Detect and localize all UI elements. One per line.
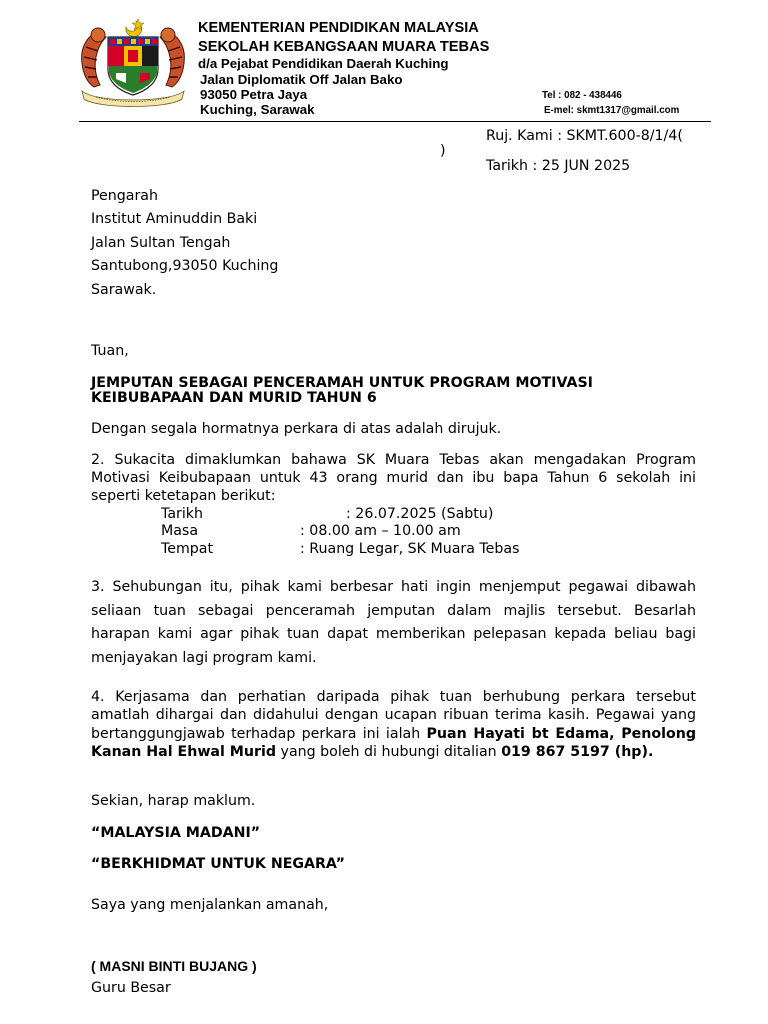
paragraph-2: 2. Sukacita dimaklumkan bahawa SK Muara Tebas akan mengadakan Program Motivasi Keibubapaan untuk 43 orang murid dan ibu bapa Tahun 6 sekolah ini seperti ketetapan berikut: bbox=[91, 452, 696, 505]
closing-trust: Saya yang menjalankan amanah, bbox=[91, 897, 329, 913]
signatory-name: ( MASNI BINTI BUJANG ) bbox=[91, 958, 257, 974]
recipient-line: Jalan Sultan Tengah bbox=[91, 235, 231, 251]
subject-line: KEIBUBAPAAN DAN MURID TAHUN 6 bbox=[91, 390, 377, 406]
malaysia-coat-of-arms-icon bbox=[76, 17, 190, 109]
detail-time-label: Masa bbox=[161, 523, 199, 539]
street-address: Jalan Diplomatik Off Jalan Bako bbox=[200, 72, 403, 87]
paragraph-4-text: yang boleh di hubungi ditalian bbox=[276, 743, 502, 760]
detail-time-value: : 08.00 am – 10.00 am bbox=[300, 523, 461, 539]
detail-date-value: : 26.07.2025 (Sabtu) bbox=[346, 506, 494, 522]
officer-phone: 019 867 5197 (hp). bbox=[501, 743, 654, 760]
recipient-line: Institut Aminuddin Baki bbox=[91, 211, 258, 227]
email-address: E-mel: skmt1317@gmail.com bbox=[544, 105, 680, 116]
reference-number: Ruj. Kami : SKMT.600-8/1/4( bbox=[486, 128, 683, 144]
salutation: Tuan, bbox=[91, 343, 129, 359]
detail-place-label: Tempat bbox=[161, 541, 214, 557]
signatory-position: Guru Besar bbox=[91, 980, 171, 996]
closing-regards: Sekian, harap maklum. bbox=[91, 793, 256, 809]
city-address: Kuching, Sarawak bbox=[200, 102, 315, 117]
officer-name: Puan Hayati bt Edama, Penolong Kanan Hal Ehwal Murid bbox=[91, 725, 696, 760]
recipient-line: Sarawak. bbox=[91, 282, 157, 298]
detail-date-label: Tarikh bbox=[161, 506, 203, 522]
letter-date: Tarikh : 25 JUN 2025 bbox=[486, 158, 631, 174]
subject-line: JEMPUTAN SEBAGAI PENCERAMAH UNTUK PROGRAM MOTIVASI bbox=[91, 375, 593, 391]
paragraph-3: 3. Sehubungan itu, pihak kami berbesar hati ingin menjemput pegawai dibawah seliaan tuan sebagai penceramah jemputan dalam majlis tersebut. Besarlah harapan kami agar pihak tuan dapat memberikan pelepasan kepada beliau bagi menjayakan lagi program kami. bbox=[91, 579, 696, 666]
reference-number-close: ) bbox=[440, 143, 446, 159]
paragraph-4-text: 4. Kerjasama dan perhatian daripada pihak tuan berhubung perkara tersebut amatlah dihargai dan didahului dengan ucapan ribuan terima kasih. Pegawai yang bertanggungjawab terhadap perkara ini ialah bbox=[91, 689, 696, 742]
paragraph-4 bbox=[91, 688, 696, 761]
slogan-berkhidmat: “BERKHIDMAT UNTUK NEGARA” bbox=[91, 856, 345, 872]
postcode-address: 93050 Petra Jaya bbox=[200, 87, 308, 102]
recipient-line: Pengarah bbox=[91, 188, 158, 204]
detail-place-value: : Ruang Legar, SK Muara Tebas bbox=[300, 541, 520, 557]
care-of-address: d/a Pejabat Pendidikan Daerah Kuching bbox=[198, 56, 449, 71]
telephone-number: Tel : 082 - 438446 bbox=[542, 90, 622, 101]
paragraph-1: Dengan segala hormatnya perkara di atas adalah dirujuk. bbox=[91, 421, 502, 437]
header-divider bbox=[79, 121, 711, 122]
slogan-malaysia-madani: “MALAYSIA MADANI” bbox=[91, 825, 261, 841]
ministry-name: KEMENTERIAN PENDIDIKAN MALAYSIA bbox=[198, 20, 479, 36]
recipient-line: Santubong,93050 Kuching bbox=[91, 258, 279, 274]
school-name: SEKOLAH KEBANGSAAN MUARA TEBAS bbox=[198, 39, 490, 55]
